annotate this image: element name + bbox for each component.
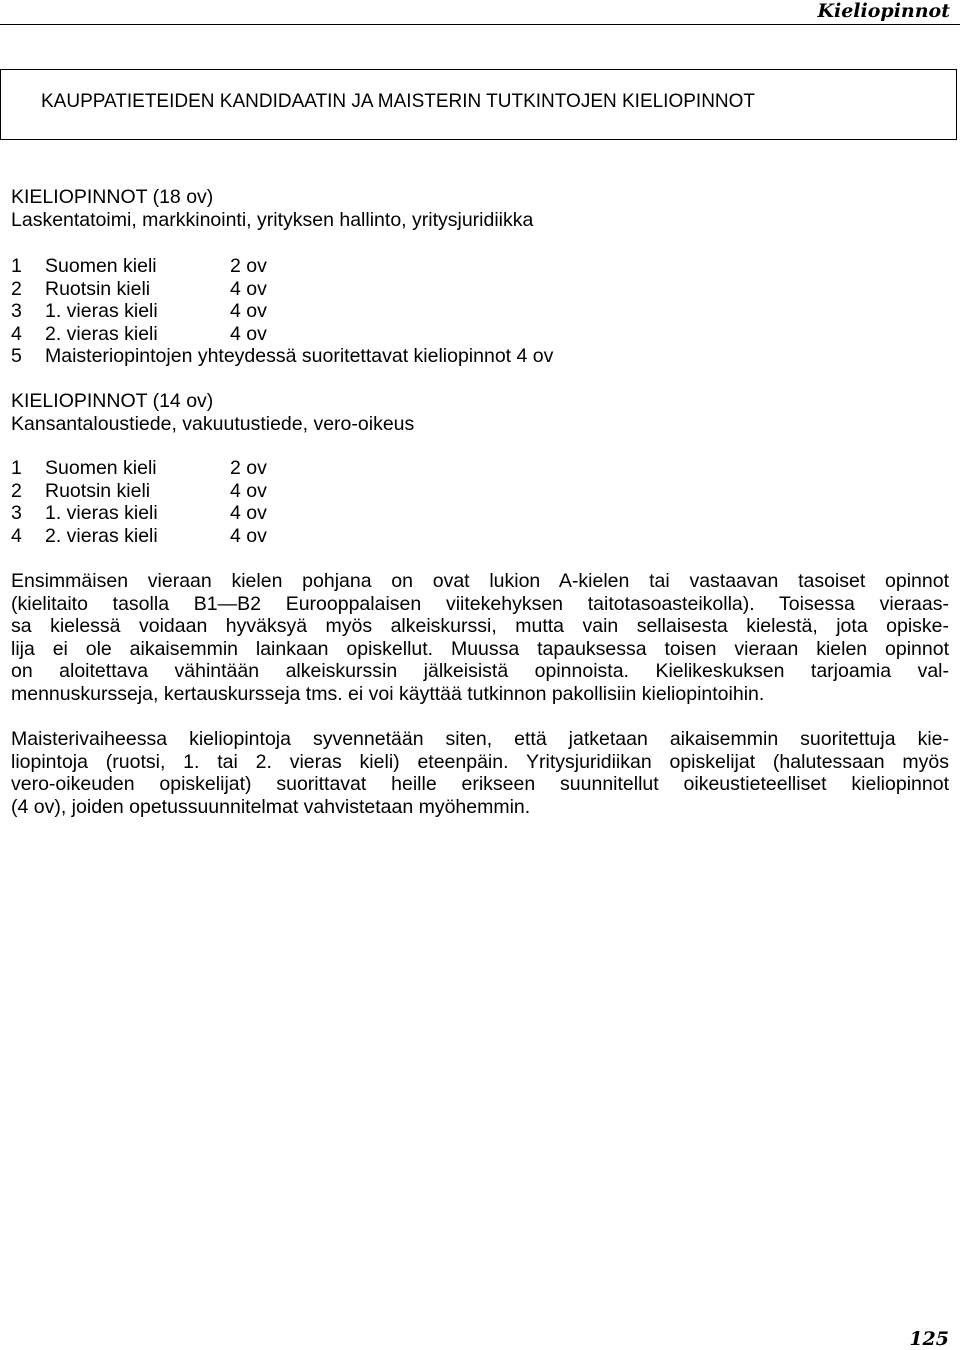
- course-name: Suomen kieli: [45, 255, 157, 277]
- course-credits: 4 ov: [230, 479, 267, 502]
- course-number: 2: [11, 479, 22, 502]
- page-title: KAUPPATIETEIDEN KANDIDAATIN JA MAISTERIN TUTKINTOJEN KIELIOPINNOT: [41, 91, 756, 112]
- paragraph-line: vero-oikeuden opiskelijat) suorittavat heille erikseen suunnitellut oikeustieteelliset kieliopinnot: [11, 773, 949, 796]
- paragraph-line: mennuskursseja, kertauskursseja tms. ei voi käyttää tutkinnon pakollisiin kieliopintoihin.: [11, 682, 765, 705]
- course-name: Ruotsin kieli: [45, 277, 151, 300]
- paragraph-line: Maisterivaiheessa kieliopintoja syvennetään siten, että jatketaan aikaisemmin suoritettuja kie-: [11, 728, 949, 750]
- section1-header: [11, 186, 533, 231]
- section2-header: [11, 390, 414, 435]
- section1-subjects: Laskentatoimi, markkinointi, yrityksen hallinto, yritysjuridiikka: [11, 208, 534, 231]
- paragraph-line: (kielitaito tasolla B1—B2 Eurooppalaisen viitekehyksen taitotasoasteikolla). Toisessa vieraas-: [11, 592, 949, 615]
- course-row: [11, 278, 811, 301]
- course-credits: 4 ov: [230, 300, 267, 323]
- course-row: [11, 345, 811, 368]
- course-credits: 4 ov: [230, 502, 267, 525]
- course-number: 2: [11, 277, 22, 300]
- course-credits: 4 ov: [230, 322, 267, 345]
- course-number: 5: [11, 345, 22, 368]
- paragraph-line: (4 ov), joiden opetussuunnitelmat vahvistetaan myöhemmin.: [11, 795, 531, 818]
- course-row: [11, 480, 811, 503]
- course-row: [11, 255, 811, 278]
- course-number: 3: [11, 300, 22, 323]
- course-number: 4: [11, 524, 22, 547]
- section1-heading: KIELIOPINNOT (18 ov): [11, 186, 214, 208]
- course-name: 2. vieras kieli: [45, 322, 158, 345]
- masters-studies-paragraph: [11, 728, 949, 818]
- course-name: Ruotsin kieli: [45, 479, 151, 502]
- course-credits: 4 ov: [230, 524, 267, 547]
- course-row: [11, 300, 811, 323]
- section2-subjects: Kansantaloustiede, vakuutustiede, vero-oikeus: [11, 412, 415, 435]
- course-number: 1: [11, 255, 22, 277]
- paragraph-line: lija ei ole aikaisemmin lainkaan opiskellut. Muussa tapauksessa toisen vieraan kielen opinnot: [11, 637, 949, 660]
- running-header: Kieliopinnot: [817, 0, 950, 22]
- course-credits: 2 ov: [230, 457, 267, 479]
- section2-heading: KIELIOPINNOT (14 ov): [11, 390, 214, 412]
- course-number: 1: [11, 457, 22, 479]
- header-rule: [0, 24, 960, 25]
- page-number: 125: [909, 1328, 949, 1350]
- course-name: 1. vieras kieli: [45, 502, 158, 525]
- course-name: 2. vieras kieli: [45, 524, 158, 547]
- paragraph-line: liopintoja (ruotsi, 1. tai 2. vieras kieli) eteenpäin. Yritysjuridiikan opiskelijat (halutessaan myös: [11, 750, 949, 773]
- course-row: [11, 502, 811, 525]
- paragraph-line: Ensimmäisen vieraan kielen pohjana on ovat lukion A-kielen tai vastaavan tasoiset opinnot: [11, 570, 949, 592]
- course-row: [11, 323, 811, 346]
- course-number: 3: [11, 502, 22, 525]
- course-row: [11, 525, 811, 548]
- course-number: 4: [11, 322, 22, 345]
- paragraph-line: sa kielessä voidaan hyväksyä myös alkeiskurssi, mutta vain sellaisesta kielestä, jota opiske-: [11, 615, 949, 638]
- course-name: 1. vieras kieli: [45, 300, 158, 323]
- course-description: Maisteriopintojen yhteydessä suoritettavat kieliopinnot 4 ov: [45, 345, 554, 368]
- language-requirements-paragraph: [11, 570, 949, 706]
- course-name: Suomen kieli: [45, 457, 157, 479]
- course-credits: 2 ov: [230, 255, 267, 277]
- section2-course-list: [11, 457, 811, 547]
- paragraph-line: on aloitettava vähintään alkeiskurssin jälkeisistä opinnoista. Kielikeskuksen tarjoamia val-: [11, 660, 949, 683]
- course-row: [11, 457, 811, 480]
- course-credits: 4 ov: [230, 277, 267, 300]
- section1-course-list: [11, 255, 811, 368]
